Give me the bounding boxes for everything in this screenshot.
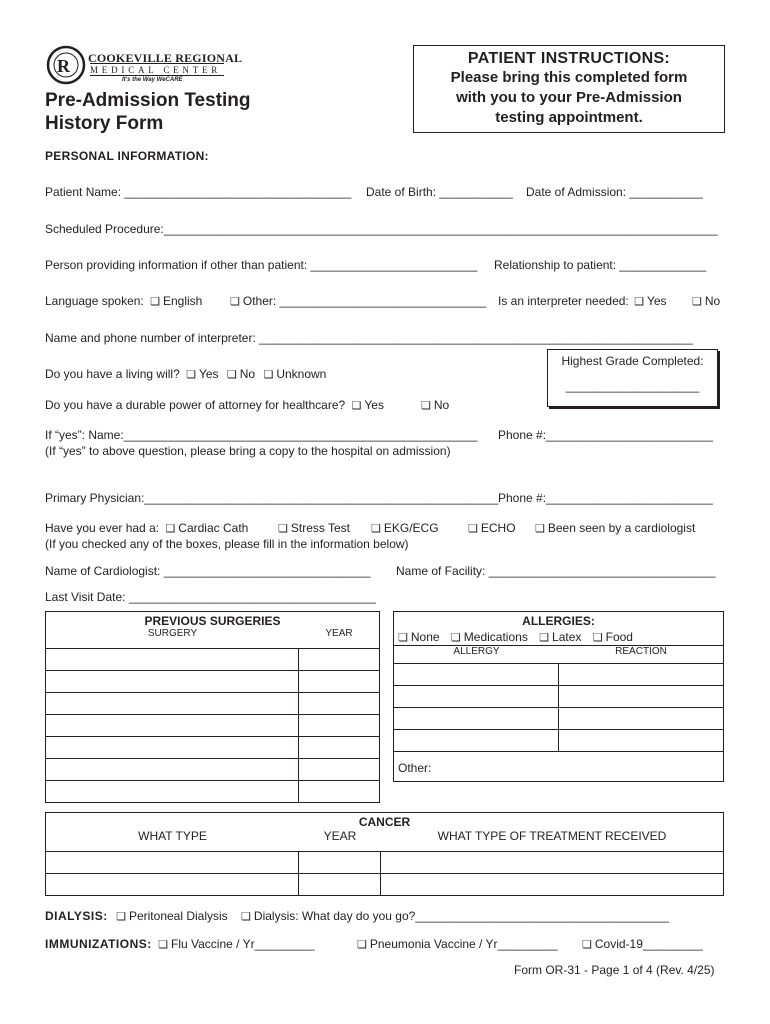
surgeries-heading: PREVIOUS SURGERIES bbox=[144, 614, 281, 628]
cancer-table bbox=[45, 812, 724, 896]
poa-no-checkbox[interactable]: ❏ bbox=[421, 400, 431, 412]
stress-test-option bbox=[278, 521, 350, 535]
logo-tagline: It's the Way WeCARE bbox=[122, 77, 183, 83]
cancer-year-cell[interactable] bbox=[299, 874, 381, 896]
logo-emblem-icon bbox=[46, 44, 86, 86]
ekg-checkbox[interactable]: ❏ bbox=[371, 523, 381, 535]
allergies-table bbox=[393, 611, 724, 782]
language-other-field[interactable]: Other: _______________________________ bbox=[242, 294, 487, 308]
language-row bbox=[45, 294, 202, 308]
ekg-label: EKG/ECG bbox=[383, 521, 439, 535]
interpreter-needed-row bbox=[498, 294, 667, 308]
cardiologist-seen-checkbox[interactable]: ❏ bbox=[535, 523, 545, 535]
cancer-type-cell[interactable] bbox=[46, 874, 299, 896]
reaction-cell[interactable] bbox=[559, 708, 724, 730]
year-cell[interactable] bbox=[299, 693, 380, 715]
allergy-none-label: None bbox=[410, 630, 440, 644]
logo-line1: COOKEVILLE REGIONAL bbox=[88, 51, 243, 65]
year-cell[interactable] bbox=[299, 781, 380, 803]
cardiac-history-row bbox=[45, 521, 248, 535]
year-column-header: YEAR bbox=[325, 628, 353, 639]
poa-question: Do you have a durable power of attorney for healthcare? bbox=[45, 398, 346, 412]
year-cell[interactable] bbox=[299, 715, 380, 737]
poa-no-row bbox=[421, 398, 449, 412]
living-will-yes-label: Yes bbox=[198, 367, 219, 381]
allergy-medications-checkbox[interactable]: ❏ bbox=[450, 632, 461, 644]
instructions-line: testing appointment. bbox=[495, 109, 643, 126]
highest-grade-label: Highest Grade Completed: bbox=[561, 354, 704, 368]
living-will-unknown-checkbox[interactable]: ❏ bbox=[263, 369, 274, 381]
pneumonia-vaccine-checkbox[interactable]: ❏ bbox=[357, 939, 367, 951]
living-will-yes-checkbox[interactable]: ❏ bbox=[186, 369, 196, 381]
surgery-cell[interactable] bbox=[46, 737, 299, 759]
reaction-cell[interactable] bbox=[559, 730, 724, 752]
surgery-cell[interactable] bbox=[46, 649, 299, 671]
cancer-type-cell[interactable] bbox=[46, 852, 299, 874]
poa-no-label: No bbox=[433, 398, 450, 412]
living-will-question: Do you have a living will? bbox=[45, 367, 180, 381]
living-will-no-label: No bbox=[239, 367, 256, 381]
highest-grade-box bbox=[547, 349, 718, 407]
dialysis-label: DIALYSIS: bbox=[45, 909, 108, 923]
highest-grade-field[interactable]: ____________________ bbox=[565, 379, 700, 393]
language-label: Language spoken: bbox=[45, 294, 144, 308]
echo-checkbox[interactable]: ❏ bbox=[468, 523, 478, 535]
interpreter-no-label: No bbox=[704, 294, 721, 308]
primary-physician-field[interactable]: Primary Physician:_____________________________________________________ bbox=[45, 491, 499, 505]
cardiologist-seen-option bbox=[535, 521, 695, 535]
stress-test-label: Stress Test bbox=[290, 521, 351, 535]
cardiologist-seen-label: Been seen by a cardiologist bbox=[547, 521, 696, 535]
allergies-header-cell bbox=[394, 612, 724, 664]
date-of-birth-field[interactable]: Date of Birth: ___________ bbox=[366, 185, 513, 199]
peritoneal-dialysis-label: Peritoneal Dialysis bbox=[128, 909, 228, 923]
echo-label: ECHO bbox=[480, 521, 516, 535]
instructions-line: Please bring this completed form bbox=[450, 69, 688, 86]
peritoneal-dialysis-checkbox[interactable]: ❏ bbox=[116, 911, 126, 923]
flu-vaccine-checkbox[interactable]: ❏ bbox=[158, 939, 168, 951]
living-will-row bbox=[45, 367, 326, 381]
surgeries-header-cell bbox=[46, 612, 380, 649]
year-cell[interactable] bbox=[299, 671, 380, 693]
form-title-line1: Pre-Admission Testing bbox=[45, 90, 251, 111]
dialysis-row bbox=[45, 909, 669, 923]
year-cell[interactable] bbox=[299, 759, 380, 781]
allergy-cell[interactable] bbox=[394, 730, 559, 752]
covid-vaccine-checkbox[interactable]: ❏ bbox=[582, 939, 592, 951]
allergy-cell[interactable] bbox=[394, 686, 559, 708]
dialysis-day-field[interactable]: Dialysis: What day do you go?______________________________________ bbox=[253, 909, 669, 923]
cancer-treatment-column-header: WHAT TYPE OF TREATMENT RECEIVED bbox=[437, 829, 667, 843]
interpreter-no-checkbox[interactable]: ❏ bbox=[692, 296, 702, 308]
language-other-checkbox[interactable]: ❏ bbox=[230, 296, 240, 308]
cancer-year-column-header: YEAR bbox=[323, 829, 357, 843]
last-visit-date-field[interactable]: Last Visit Date: _____________________________________ bbox=[45, 590, 376, 604]
relationship-field[interactable]: Relationship to patient: _____________ bbox=[494, 258, 707, 272]
allergy-cell[interactable] bbox=[394, 664, 559, 686]
form-footer: Form OR-31 - Page 1 of 4 (Rev. 4/25) bbox=[514, 963, 715, 977]
allergy-other-label: Other: bbox=[398, 761, 432, 775]
person-providing-info-field[interactable]: Person providing information if other than patient: _________________________ bbox=[45, 258, 478, 272]
allergy-latex-checkbox[interactable]: ❏ bbox=[539, 632, 550, 644]
allergy-latex-label: Latex bbox=[552, 630, 582, 644]
allergy-other-field[interactable] bbox=[394, 752, 724, 782]
allergies-options bbox=[394, 630, 723, 644]
covid-vaccine-field[interactable]: Covid-19_________ bbox=[594, 937, 703, 951]
cardiac-cath-checkbox[interactable]: ❏ bbox=[165, 523, 176, 535]
interpreter-question: Is an interpreter needed: bbox=[498, 294, 629, 308]
cardiac-note: (If you checked any of the boxes, please fill in the information below) bbox=[45, 537, 409, 551]
instructions-line: with you to your Pre-Admission bbox=[456, 89, 682, 106]
pneumonia-vaccine-option bbox=[357, 937, 558, 951]
covid-vaccine-option bbox=[582, 937, 703, 951]
year-cell[interactable] bbox=[299, 649, 380, 671]
surgery-column-header: SURGERY bbox=[147, 628, 198, 639]
echo-option bbox=[468, 521, 516, 535]
allergies-heading: ALLERGIES: bbox=[522, 614, 595, 628]
interpreter-name-phone-field[interactable]: Name and phone number of interpreter: _________________________________________________________________ bbox=[45, 331, 693, 345]
surgery-cell[interactable] bbox=[46, 693, 299, 715]
living-will-no-checkbox[interactable]: ❏ bbox=[226, 369, 237, 381]
cancer-header-cell bbox=[46, 813, 724, 852]
poa-row bbox=[45, 398, 384, 412]
poa-name-field[interactable]: If “yes”: Name:_____________________________________________________ bbox=[45, 428, 478, 442]
stress-test-checkbox[interactable]: ❏ bbox=[278, 523, 288, 535]
interpreter-yes-checkbox[interactable]: ❏ bbox=[634, 296, 644, 308]
english-checkbox[interactable]: ❏ bbox=[150, 296, 160, 308]
surgery-cell[interactable] bbox=[46, 781, 299, 803]
logo bbox=[46, 44, 243, 88]
english-label: English bbox=[162, 294, 203, 308]
allergy-column-header: ALLERGY bbox=[453, 646, 500, 657]
scheduled-procedure-field[interactable]: Scheduled Procedure:___________________________________________________________________________________ bbox=[45, 222, 718, 236]
physician-phone-field[interactable]: Phone #:_________________________ bbox=[498, 491, 713, 505]
surgery-cell[interactable] bbox=[46, 671, 299, 693]
had-a-label: Have you ever had a: bbox=[45, 521, 160, 535]
logo-line2: MEDICAL CENTER bbox=[90, 65, 222, 75]
allergy-food-checkbox[interactable]: ❏ bbox=[592, 632, 603, 644]
dialysis-checkbox[interactable]: ❏ bbox=[241, 911, 251, 923]
poa-phone-field[interactable]: Phone #:_________________________ bbox=[498, 428, 713, 442]
previous-surgeries-table bbox=[45, 611, 380, 803]
svg-text:R: R bbox=[57, 56, 70, 76]
surgery-cell[interactable] bbox=[46, 715, 299, 737]
language-other-row bbox=[230, 294, 486, 308]
cancer-treatment-cell[interactable] bbox=[381, 874, 724, 896]
patient-instructions-box bbox=[413, 45, 725, 133]
allergy-none-checkbox[interactable]: ❏ bbox=[398, 632, 408, 644]
cardiologist-name-field[interactable]: Name of Cardiologist: _______________________________ bbox=[45, 564, 371, 578]
year-cell[interactable] bbox=[299, 737, 380, 759]
cancer-heading: CANCER bbox=[358, 815, 411, 829]
reaction-column-header: REACTION bbox=[615, 646, 667, 657]
cancer-year-cell[interactable] bbox=[299, 852, 381, 874]
allergy-food-label: Food bbox=[605, 630, 633, 644]
instructions-heading: PATIENT INSTRUCTIONS: bbox=[467, 50, 671, 67]
section-personal-information: PERSONAL INFORMATION: bbox=[45, 149, 209, 163]
surgery-cell[interactable] bbox=[46, 759, 299, 781]
allergy-cell[interactable] bbox=[394, 708, 559, 730]
reaction-cell[interactable] bbox=[559, 686, 724, 708]
interpreter-yes-label: Yes bbox=[646, 294, 667, 308]
form-title-line2: History Form bbox=[45, 113, 164, 134]
facility-name-field[interactable]: Name of Facility: __________________________________ bbox=[396, 564, 716, 578]
poa-yes-checkbox[interactable]: ❏ bbox=[351, 400, 362, 412]
cancer-treatment-cell[interactable] bbox=[381, 852, 724, 874]
living-will-unknown-label: Unknown bbox=[276, 367, 327, 381]
pneumonia-vaccine-field[interactable]: Pneumonia Vaccine / Yr_________ bbox=[369, 937, 558, 951]
poa-yes-label: Yes bbox=[364, 398, 384, 412]
cancer-type-column-header: WHAT TYPE bbox=[138, 829, 207, 843]
patient-name-field[interactable]: Patient Name: __________________________________ bbox=[45, 185, 352, 199]
logo-rule bbox=[90, 75, 224, 76]
flu-vaccine-field[interactable]: Flu Vaccine / Yr_________ bbox=[170, 937, 315, 951]
ekg-option bbox=[371, 521, 439, 535]
immunizations-label: IMMUNIZATIONS: bbox=[45, 937, 152, 951]
reaction-cell[interactable] bbox=[559, 664, 724, 686]
allergy-medications-label: Medications bbox=[463, 630, 528, 644]
interpreter-no-row bbox=[692, 294, 720, 308]
cardiac-cath-label: Cardiac Cath bbox=[178, 521, 249, 535]
immunizations-row bbox=[45, 937, 315, 951]
poa-note: (If “yes” to above question, please bring a copy to the hospital on admission) bbox=[45, 444, 451, 458]
logo-rule bbox=[90, 63, 224, 64]
date-of-admission-field[interactable]: Date of Admission: ___________ bbox=[526, 185, 703, 199]
